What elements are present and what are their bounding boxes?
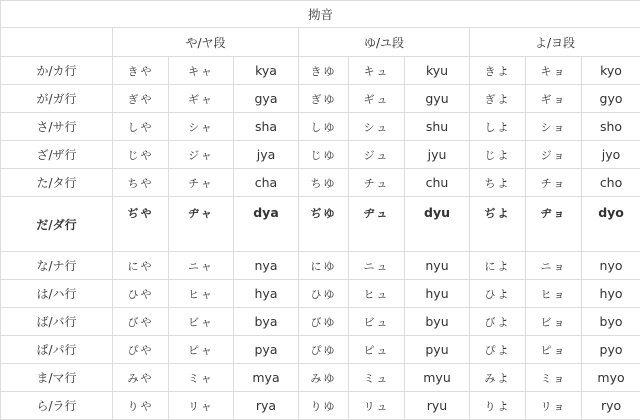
katakana-cell: リョ xyxy=(526,392,582,420)
hiragana-cell: ぢや xyxy=(113,197,169,252)
romaji-cell: cha xyxy=(234,169,299,197)
romaji-cell: shu xyxy=(405,113,470,141)
hiragana-cell: によ xyxy=(470,252,526,280)
katakana-cell: ヒュ xyxy=(349,280,405,308)
hiragana-cell: きゆ xyxy=(299,57,349,85)
hiragana-cell: ぎゆ xyxy=(299,85,349,113)
katakana-cell: キュ xyxy=(349,57,405,85)
hiragana-cell: ちよ xyxy=(470,169,526,197)
hiragana-cell: ちゆ xyxy=(299,169,349,197)
row-header: だ/ダ行 xyxy=(1,197,113,252)
katakana-cell: ヂュ xyxy=(349,197,405,252)
table-row xyxy=(1,85,640,113)
row-header: ま/マ行 xyxy=(1,364,113,392)
hiragana-cell: みや xyxy=(113,364,169,392)
katakana-cell: キャ xyxy=(169,57,234,85)
katakana-cell: チョ xyxy=(526,169,582,197)
romaji-cell: bya xyxy=(234,308,299,336)
hiragana-cell: ぴや xyxy=(113,336,169,364)
katakana-cell: ジョ xyxy=(526,141,582,169)
romaji-cell: gya xyxy=(234,85,299,113)
katakana-cell: ビョ xyxy=(526,308,582,336)
table-row xyxy=(1,308,640,336)
romaji-cell: chu xyxy=(405,169,470,197)
katakana-cell: チュ xyxy=(349,169,405,197)
hiragana-cell: しや xyxy=(113,113,169,141)
hiragana-cell: りや xyxy=(113,392,169,420)
romaji-cell: byo xyxy=(582,308,640,336)
katakana-cell: シャ xyxy=(169,113,234,141)
katakana-cell: チャ xyxy=(169,169,234,197)
corner-cell xyxy=(1,28,113,57)
table-row xyxy=(1,57,640,85)
katakana-cell: ジャ xyxy=(169,141,234,169)
romaji-cell: hyu xyxy=(405,280,470,308)
romaji-cell: myu xyxy=(405,364,470,392)
romaji-cell: dyu xyxy=(405,197,470,252)
hiragana-cell: しゆ xyxy=(299,113,349,141)
table-row xyxy=(1,364,640,392)
romaji-cell: kyo xyxy=(582,57,640,85)
katakana-cell: リュ xyxy=(349,392,405,420)
katakana-cell: ミャ xyxy=(169,364,234,392)
katakana-cell: ピュ xyxy=(349,336,405,364)
katakana-cell: ギュ xyxy=(349,85,405,113)
row-header: な/ナ行 xyxy=(1,252,113,280)
group-header-row xyxy=(1,28,640,57)
katakana-cell: ニャ xyxy=(169,252,234,280)
title-row xyxy=(1,1,640,28)
hiragana-cell: ぴよ xyxy=(470,336,526,364)
romaji-cell: rya xyxy=(234,392,299,420)
katakana-cell: ミュ xyxy=(349,364,405,392)
katakana-cell: ビュ xyxy=(349,308,405,336)
hiragana-cell: ぎや xyxy=(113,85,169,113)
hiragana-cell: ぎよ xyxy=(470,85,526,113)
katakana-cell: ニョ xyxy=(526,252,582,280)
hiragana-cell: びゆ xyxy=(299,308,349,336)
table-title: 拗音 xyxy=(1,1,640,28)
table-row xyxy=(1,113,640,141)
romaji-cell: jya xyxy=(234,141,299,169)
group-header-yu: ゆ/ユ段 xyxy=(299,28,470,57)
katakana-cell: ニュ xyxy=(349,252,405,280)
table-row xyxy=(1,169,640,197)
row-header: は/ハ行 xyxy=(1,280,113,308)
romaji-cell: jyo xyxy=(582,141,640,169)
romaji-cell: nyo xyxy=(582,252,640,280)
row-header: か/カ行 xyxy=(1,57,113,85)
katakana-cell: ジュ xyxy=(349,141,405,169)
row-header: ぱ/パ行 xyxy=(1,336,113,364)
hiragana-cell: ちや xyxy=(113,169,169,197)
hiragana-cell: きや xyxy=(113,57,169,85)
katakana-cell: ヂャ xyxy=(169,197,234,252)
katakana-cell: ビャ xyxy=(169,308,234,336)
table-row xyxy=(1,252,640,280)
romaji-cell: pya xyxy=(234,336,299,364)
hiragana-cell: みよ xyxy=(470,364,526,392)
romaji-cell: dya xyxy=(234,197,299,252)
hiragana-cell: ぢよ xyxy=(470,197,526,252)
katakana-cell: シュ xyxy=(349,113,405,141)
hiragana-cell: りゆ xyxy=(299,392,349,420)
romaji-cell: pyu xyxy=(405,336,470,364)
hiragana-cell: にゆ xyxy=(299,252,349,280)
hiragana-cell: びよ xyxy=(470,308,526,336)
romaji-cell: gyu xyxy=(405,85,470,113)
romaji-cell: nya xyxy=(234,252,299,280)
row-header: ざ/ザ行 xyxy=(1,141,113,169)
katakana-cell: ギョ xyxy=(526,85,582,113)
romaji-cell: nyu xyxy=(405,252,470,280)
row-header: た/タ行 xyxy=(1,169,113,197)
katakana-cell: ミョ xyxy=(526,364,582,392)
romaji-cell: myo xyxy=(582,364,640,392)
hiragana-cell: じゆ xyxy=(299,141,349,169)
romaji-cell: ryo xyxy=(582,392,640,420)
romaji-cell: gyo xyxy=(582,85,640,113)
katakana-cell: ヒャ xyxy=(169,280,234,308)
group-header-yo: よ/ヨ段 xyxy=(470,28,640,57)
katakana-cell: ピョ xyxy=(526,336,582,364)
romaji-cell: ryu xyxy=(405,392,470,420)
row-header: が/ガ行 xyxy=(1,85,113,113)
romaji-cell: jyu xyxy=(405,141,470,169)
table-row xyxy=(1,392,640,420)
katakana-cell: ヒョ xyxy=(526,280,582,308)
hiragana-cell: びや xyxy=(113,308,169,336)
table-row xyxy=(1,141,640,169)
group-header-ya: や/ヤ段 xyxy=(113,28,299,57)
romaji-cell: dyo xyxy=(582,197,640,252)
hiragana-cell: きよ xyxy=(470,57,526,85)
table-row xyxy=(1,280,640,308)
hiragana-cell: りよ xyxy=(470,392,526,420)
romaji-cell: hya xyxy=(234,280,299,308)
romaji-cell: kyu xyxy=(405,57,470,85)
katakana-cell: ギャ xyxy=(169,85,234,113)
romaji-cell: sha xyxy=(234,113,299,141)
katakana-cell: ショ xyxy=(526,113,582,141)
romaji-cell: pyo xyxy=(582,336,640,364)
katakana-cell: ヂョ xyxy=(526,197,582,252)
katakana-cell: キョ xyxy=(526,57,582,85)
romaji-cell: cho xyxy=(582,169,640,197)
romaji-cell: byu xyxy=(405,308,470,336)
row-header: ば/バ行 xyxy=(1,308,113,336)
romaji-cell: sho xyxy=(582,113,640,141)
hiragana-cell: ひや xyxy=(113,280,169,308)
romaji-cell: hyo xyxy=(582,280,640,308)
katakana-cell: ピャ xyxy=(169,336,234,364)
hiragana-cell: しよ xyxy=(470,113,526,141)
hiragana-cell: ひゆ xyxy=(299,280,349,308)
romaji-cell: kya xyxy=(234,57,299,85)
hiragana-cell: ぴゆ xyxy=(299,336,349,364)
hiragana-cell: ひよ xyxy=(470,280,526,308)
katakana-cell: リャ xyxy=(169,392,234,420)
row-header: ら/ラ行 xyxy=(1,392,113,420)
hiragana-cell: ぢゆ xyxy=(299,197,349,252)
romaji-cell: mya xyxy=(234,364,299,392)
table-row xyxy=(1,336,640,364)
hiragana-cell: にや xyxy=(113,252,169,280)
hiragana-cell: じよ xyxy=(470,141,526,169)
hiragana-cell: みゆ xyxy=(299,364,349,392)
table-row xyxy=(1,197,640,252)
hiragana-cell: じや xyxy=(113,141,169,169)
row-header: さ/サ行 xyxy=(1,113,113,141)
